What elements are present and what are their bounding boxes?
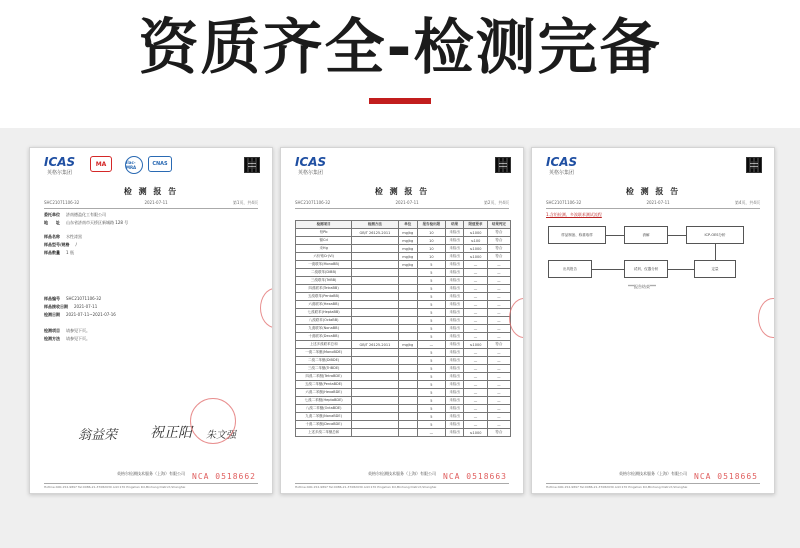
table-cell: 未检出 — [445, 245, 463, 253]
table-cell: — — [464, 301, 487, 309]
flow-step-instrument: 试剂、仪器分析 — [624, 260, 668, 278]
flow-arrow — [668, 235, 686, 236]
table-cell — [352, 381, 398, 389]
table-cell: 符合 — [487, 253, 510, 261]
cnas-cert-icon: CNAS — [148, 156, 172, 172]
table-cell: 未检出 — [445, 373, 463, 381]
table-row — [296, 293, 511, 301]
table-header-cell: 检测方法 — [352, 221, 398, 229]
report-page-3[interactable] — [531, 147, 775, 494]
table-cell: — — [487, 381, 510, 389]
table-cell — [398, 293, 417, 301]
field-sample-model: 样品型号/规格 / — [44, 242, 77, 247]
table-cell: ≤1000 — [464, 253, 487, 261]
table-cell: — — [487, 277, 510, 285]
flow-step-icp: ICP-OES分析 — [686, 226, 744, 244]
table-cell — [398, 333, 417, 341]
table-cell — [398, 269, 417, 277]
table-cell: 未检出 — [445, 269, 463, 277]
table-cell: 未检出 — [445, 421, 463, 429]
table-cell: mg/kg — [398, 261, 417, 269]
test-results-table — [295, 220, 511, 437]
table-cell — [398, 365, 417, 373]
table-cell: 十溴二苯醚(DecaBDE) — [296, 421, 352, 429]
table-cell — [352, 421, 398, 429]
table-cell: 五溴联苯(PentaBB) — [296, 293, 352, 301]
report-date: 2021-07-11 — [395, 200, 419, 205]
field-sample-qty: 样品数量 1 瓶 — [44, 250, 74, 255]
table-cell: 七溴二苯醚(HeptaBDE) — [296, 397, 352, 405]
table-cell: mg/kg — [398, 229, 417, 237]
field-test-method: 检测方法 请参见下页。 — [44, 336, 90, 341]
table-cell — [398, 381, 417, 389]
table-cell: 未检出 — [445, 381, 463, 389]
table-row — [296, 301, 511, 309]
table-cell: 未检出 — [445, 341, 463, 349]
table-cell: 未检出 — [445, 261, 463, 269]
table-cell: 上述多溴联苯总和 — [296, 341, 352, 349]
table-cell: 5 — [417, 389, 445, 397]
field-test-items: 检测项目 请参见下页。 — [44, 328, 90, 333]
field-client: 委托单位 济南德盈化工有限公司 — [44, 212, 106, 217]
table-cell: — — [464, 309, 487, 317]
report-number: SHC21071106-32 — [295, 200, 331, 205]
table-cell: 六价铬Cr(VI) — [296, 253, 352, 261]
table-cell: 符合 — [487, 237, 510, 245]
report-page-count: 第2页，共4页 — [483, 200, 509, 205]
table-cell: — — [487, 373, 510, 381]
table-cell: 未检出 — [445, 325, 463, 333]
table-cell — [398, 349, 417, 357]
table-header-cell: 报告检出限 — [417, 221, 445, 229]
table-row — [296, 389, 511, 397]
qr-code-icon — [746, 157, 762, 173]
table-cell: — — [464, 421, 487, 429]
table-cell: — — [464, 349, 487, 357]
table-cell: ≤1000 — [464, 341, 487, 349]
table-cell — [352, 293, 398, 301]
table-row — [296, 365, 511, 373]
table-cell: 符合 — [487, 341, 510, 349]
table-header-cell: 结果判定 — [487, 221, 510, 229]
logo-subtitle: 英格尔集团 — [47, 170, 73, 176]
table-cell: — — [464, 285, 487, 293]
table-cell: 未检出 — [445, 285, 463, 293]
flow-arrow — [715, 244, 716, 260]
table-cell — [398, 397, 417, 405]
report-footer: Hotline:400-152-9897 Tel:0086-21-37082030 Add:170 Pingshan Rd,Minhang District,Shanghai — [546, 483, 760, 489]
table-cell: 5 — [417, 413, 445, 421]
table-cell — [398, 405, 417, 413]
table-header-row — [296, 221, 511, 229]
table-header-cell: 检测项目 — [296, 221, 352, 229]
table-cell: GB/T 26125-2011 — [352, 229, 398, 237]
table-cell: 未检出 — [445, 397, 463, 405]
table-cell — [352, 373, 398, 381]
table-cell: 六溴联苯(HexaBB) — [296, 301, 352, 309]
table-header-cell: 限值要求 — [464, 221, 487, 229]
table-cell: GB/T 26125-2011 — [352, 341, 398, 349]
table-cell: — — [487, 285, 510, 293]
table-cell: mg/kg — [398, 237, 417, 245]
flow-arrow — [606, 235, 624, 236]
qr-code-icon — [495, 157, 511, 173]
table-cell — [398, 429, 417, 437]
report-title: 检 测 报 告 — [123, 187, 179, 196]
table-cell: 未检出 — [445, 357, 463, 365]
table-row — [296, 253, 511, 261]
table-cell — [352, 253, 398, 261]
table-cell: — — [487, 333, 510, 341]
table-cell: — — [487, 261, 510, 269]
table-cell: — — [464, 333, 487, 341]
table-cell: 未检出 — [445, 333, 463, 341]
table-cell: 未检出 — [445, 317, 463, 325]
report-end-note: ***报告结束*** — [628, 284, 656, 289]
table-cell: — — [464, 293, 487, 301]
table-cell: ≤100 — [464, 237, 487, 245]
ilac-cert-icon: ilac-MRA — [125, 156, 143, 174]
report-page-count: 第1页，共4页 — [232, 200, 258, 205]
table-cell: 未检出 — [445, 349, 463, 357]
table-cell — [352, 261, 398, 269]
icas-logo: ICAS — [295, 155, 327, 169]
table-row — [296, 245, 511, 253]
table-cell: 5 — [417, 405, 445, 413]
table-cell: 未检出 — [445, 405, 463, 413]
table-cell: 5 — [417, 373, 445, 381]
table-cell — [352, 397, 398, 405]
table-cell — [398, 317, 417, 325]
table-row — [296, 349, 511, 357]
table-cell: — — [487, 269, 510, 277]
field-address: 地 址 山东省济南市天桥区新城路 128 号 — [44, 220, 129, 225]
signature-2: 祝正阳 — [150, 425, 192, 441]
flow-title: 1.含铅检测、多溴联苯测试流程 — [546, 212, 602, 217]
table-cell: 5 — [417, 381, 445, 389]
report-page-1[interactable] — [29, 147, 273, 494]
flow-step-quantify: 定量 — [694, 260, 736, 278]
report-number: SHC21071106-32 — [44, 200, 80, 205]
table-cell: 5 — [417, 357, 445, 365]
report-meta — [44, 200, 258, 209]
table-cell: — — [487, 317, 510, 325]
table-cell: 三溴联苯(TriBB) — [296, 277, 352, 285]
table-cell: ≤1000 — [464, 229, 487, 237]
field-sample-name: 样品名称 水性漆黑 — [44, 234, 82, 239]
table-cell: 5 — [417, 421, 445, 429]
table-cell — [352, 277, 398, 285]
table-row — [296, 277, 511, 285]
report-date: 2021-07-11 — [646, 200, 670, 205]
company-name: 英格尔检测技术服务（上海）有限公司 — [117, 471, 185, 476]
table-cell: 10 — [417, 245, 445, 253]
table-cell: — — [487, 293, 510, 301]
table-header-cell: 单位 — [398, 221, 417, 229]
table-cell: — — [464, 357, 487, 365]
table-row — [296, 285, 511, 293]
edge-seal-stamp — [509, 298, 524, 338]
table-row — [296, 413, 511, 421]
table-cell: — — [464, 389, 487, 397]
table-cell — [352, 413, 398, 421]
edge-seal-stamp — [758, 298, 775, 338]
table-cell: 未检出 — [445, 365, 463, 373]
table-cell — [398, 373, 417, 381]
report-number: SHC21071106-32 — [546, 200, 582, 205]
table-cell — [352, 269, 398, 277]
table-cell: — — [487, 365, 510, 373]
table-cell: 5 — [417, 349, 445, 357]
table-cell: — — [464, 405, 487, 413]
signature-3: 朱文强 — [206, 430, 236, 441]
table-cell — [352, 349, 398, 357]
company-name: 英格尔检测技术服务（上海）有限公司 — [619, 471, 687, 476]
table-cell: 十溴联苯(DecaBB) — [296, 333, 352, 341]
table-cell — [352, 333, 398, 341]
company-name: 英格尔检测技术服务（上海）有限公司 — [368, 471, 436, 476]
table-cell: 未检出 — [445, 413, 463, 421]
flow-step-prep: 样品制备、称重取样 — [548, 226, 606, 244]
flow-arrow — [668, 269, 694, 270]
table-row — [296, 333, 511, 341]
table-row — [296, 357, 511, 365]
report-page-count: 第4页，共4页 — [734, 200, 760, 205]
table-cell: — — [464, 261, 487, 269]
edge-seal-stamp — [260, 288, 273, 328]
table-cell: — — [464, 325, 487, 333]
table-cell: 10 — [417, 229, 445, 237]
table-cell: — — [487, 301, 510, 309]
table-cell: 六溴二苯醚(HexaBDE) — [296, 389, 352, 397]
table-cell — [352, 245, 398, 253]
table-cell — [352, 285, 398, 293]
icas-logo: ICAS — [546, 155, 578, 169]
table-cell: — — [417, 429, 445, 437]
table-cell: — — [417, 341, 445, 349]
table-row — [296, 429, 511, 437]
table-cell: ≤1000 — [464, 245, 487, 253]
report-footer: Hotline:400-152-9897 Tel:0086-21-37082030 Add:170 Pingshan Rd,Minhang District,Shanghai — [295, 483, 509, 489]
table-row — [296, 421, 511, 429]
report-footer: Hotline:400-152-9897 Tel:0086-21-37082030 Add:170 Pingshan Rd,Minhang District,Shanghai — [44, 483, 258, 489]
table-cell: 未检出 — [445, 277, 463, 285]
table-cell — [352, 429, 398, 437]
table-cell — [352, 301, 398, 309]
table-cell: 10 — [417, 237, 445, 245]
table-cell: 八溴二苯醚(OctaBDE) — [296, 405, 352, 413]
table-cell — [352, 237, 398, 245]
table-cell: — — [487, 349, 510, 357]
table-cell: 未检出 — [445, 301, 463, 309]
table-cell: 5 — [417, 269, 445, 277]
report-page-2[interactable] — [280, 147, 524, 494]
table-cell: 符合 — [487, 429, 510, 437]
table-cell: 未检出 — [445, 389, 463, 397]
table-cell: mg/kg — [398, 341, 417, 349]
table-cell: 未检出 — [445, 309, 463, 317]
table-cell — [398, 357, 417, 365]
nca-number: NCA 0518663 — [443, 472, 507, 481]
table-cell: 九溴二苯醚(NonaBDE) — [296, 413, 352, 421]
nca-number: NCA 0518665 — [694, 472, 758, 481]
table-cell: 未检出 — [445, 229, 463, 237]
table-row — [296, 373, 511, 381]
table-cell: mg/kg — [398, 253, 417, 261]
table-cell: — — [464, 397, 487, 405]
table-cell: 一溴联苯(MonoBB) — [296, 261, 352, 269]
table-row — [296, 405, 511, 413]
table-row — [296, 261, 511, 269]
table-cell: — — [487, 421, 510, 429]
table-cell: 5 — [417, 261, 445, 269]
table-cell: 一溴二苯醚(MonoBDE) — [296, 349, 352, 357]
table-cell: 5 — [417, 317, 445, 325]
table-cell: 10 — [417, 253, 445, 261]
table-cell — [398, 309, 417, 317]
table-cell — [398, 277, 417, 285]
table-row — [296, 317, 511, 325]
table-cell: 上述多溴二苯醚总和 — [296, 429, 352, 437]
field-receive-date: 样品接收日期 2021-07-11 — [44, 304, 98, 309]
table-cell: 5 — [417, 333, 445, 341]
table-cell: 5 — [417, 293, 445, 301]
logo-subtitle: 英格尔集团 — [298, 170, 324, 176]
table-cell: — — [487, 413, 510, 421]
table-cell: — — [464, 269, 487, 277]
flow-step-digest: 消解 — [624, 226, 668, 244]
table-cell: — — [487, 357, 510, 365]
field-test-date: 检测日期 2021-07-11~2021-07-16 — [44, 312, 116, 317]
table-row — [296, 237, 511, 245]
table-cell: 未检出 — [445, 293, 463, 301]
table-cell: — — [464, 365, 487, 373]
table-cell: 汞Hg — [296, 245, 352, 253]
icas-logo: ICAS — [44, 155, 76, 169]
table-cell: 未检出 — [445, 253, 463, 261]
table-cell: 5 — [417, 397, 445, 405]
flow-step-report: 出具报告 — [548, 260, 592, 278]
table-cell: — — [464, 277, 487, 285]
page-headline: 资质齐全-检测完备 — [138, 13, 662, 83]
signature-1: 翁益荣 — [78, 428, 118, 443]
table-row — [296, 309, 511, 317]
report-title: 检 测 报 告 — [374, 187, 430, 196]
table-cell — [352, 357, 398, 365]
table-cell: 二溴二苯醚(DiBDE) — [296, 357, 352, 365]
table-cell: 四溴联苯(TetraBB) — [296, 285, 352, 293]
headline-underline — [369, 98, 431, 104]
table-row — [296, 325, 511, 333]
logo-subtitle: 英格尔集团 — [549, 170, 575, 176]
table-cell: 三溴二苯醚(TriBDE) — [296, 365, 352, 373]
table-cell: 九溴联苯(NonaBB) — [296, 325, 352, 333]
table-cell: 二溴联苯(DiBB) — [296, 269, 352, 277]
table-cell: 五溴二苯醚(PentaBDE) — [296, 381, 352, 389]
company-seal-stamp — [190, 398, 236, 444]
table-cell: mg/kg — [398, 245, 417, 253]
table-cell: 铅Pb — [296, 229, 352, 237]
table-row — [296, 229, 511, 237]
report-title: 检 测 报 告 — [625, 187, 681, 196]
table-row — [296, 341, 511, 349]
table-row — [296, 381, 511, 389]
table-cell — [352, 325, 398, 333]
table-cell: 符合 — [487, 229, 510, 237]
table-cell: — — [464, 413, 487, 421]
table-cell: 5 — [417, 309, 445, 317]
table-cell: 八溴联苯(OctaBB) — [296, 317, 352, 325]
cma-cert-icon: MA — [90, 156, 112, 172]
table-cell: — — [487, 325, 510, 333]
table-cell — [398, 325, 417, 333]
table-cell: — — [464, 373, 487, 381]
report-meta — [295, 200, 509, 209]
report-meta — [546, 200, 760, 209]
table-cell — [352, 389, 398, 397]
table-cell — [352, 317, 398, 325]
table-cell — [398, 301, 417, 309]
table-cell: — — [464, 317, 487, 325]
table-cell — [352, 365, 398, 373]
table-cell — [352, 309, 398, 317]
table-cell: 5 — [417, 365, 445, 373]
table-cell: 镉Cd — [296, 237, 352, 245]
nca-number: NCA 0518662 — [192, 472, 256, 481]
qr-code-icon — [244, 157, 260, 173]
table-cell: — — [464, 381, 487, 389]
table-cell: 四溴二苯醚(TetraBDE) — [296, 373, 352, 381]
table-cell: 未检出 — [445, 237, 463, 245]
table-cell — [398, 389, 417, 397]
table-cell — [398, 285, 417, 293]
field-sample-no: 样品编号 SHC21071106-32 — [44, 296, 102, 301]
table-cell: 未检出 — [445, 429, 463, 437]
table-row — [296, 397, 511, 405]
table-cell: 5 — [417, 277, 445, 285]
table-row — [296, 269, 511, 277]
table-cell: 七溴联苯(HeptaBB) — [296, 309, 352, 317]
table-cell: 符合 — [487, 245, 510, 253]
table-cell — [398, 413, 417, 421]
table-cell: — — [487, 397, 510, 405]
table-cell: ≤1000 — [464, 429, 487, 437]
table-cell — [352, 405, 398, 413]
table-cell: — — [487, 389, 510, 397]
table-header-cell: 结果 — [445, 221, 463, 229]
table-cell — [398, 421, 417, 429]
flow-arrow — [592, 269, 624, 270]
table-cell: — — [487, 309, 510, 317]
table-cell: 5 — [417, 325, 445, 333]
table-cell: 5 — [417, 285, 445, 293]
report-date: 2021-07-11 — [144, 200, 168, 205]
table-cell: 5 — [417, 301, 445, 309]
table-cell: — — [487, 405, 510, 413]
